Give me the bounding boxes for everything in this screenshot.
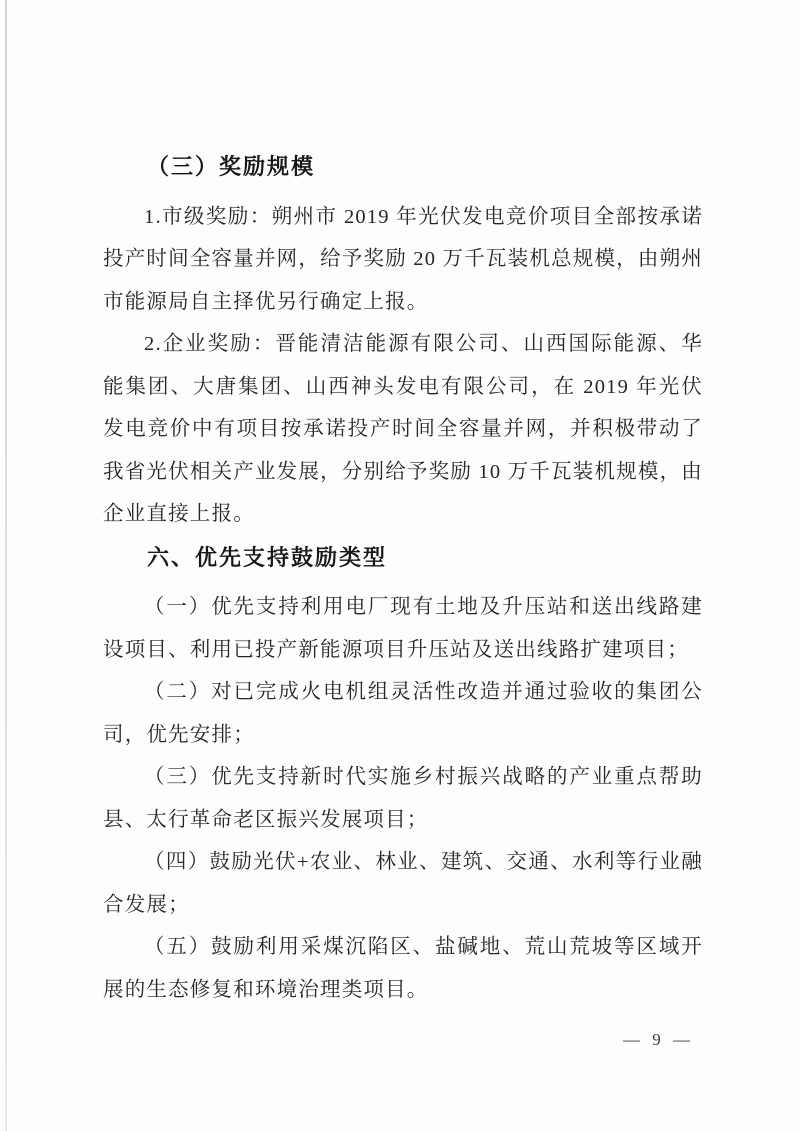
scan-edge-artifact [5, 0, 7, 1131]
paragraph-city-level-reward: 1.市级奖励：朔州市 2019 年光伏发电竞价项目全部按承诺投产时间全容量并网，给予奖励 20 万千瓦装机总规模，由朔州市能源局自主择优另行确定上报。 [103, 205, 703, 313]
page-number: — 9 — [623, 1030, 694, 1049]
heading-priority-support-types: 六、优先支持鼓励类型 [147, 544, 388, 570]
document-body [103, 146, 703, 1011]
heading-reward-scale: （三）奖励规模 [147, 154, 316, 179]
priority-item-5: （五）鼓励利用采煤沉陷区、盐碱地、荒山荒坡等区域开展的生态修复和环境治理类项目。 [103, 936, 703, 1001]
paragraph-enterprise-reward: 2.企业奖励：晋能清洁能源有限公司、山西国际能源、华能集团、大唐集团、山西神头发电有限公司，在 2019 年光伏发电竞价中有项目按承诺投产时间全容量并网，并积极带动了我省光伏相关产业发展，分别给予奖励 10 万千瓦装机规模，由企业直接上报。 [103, 333, 703, 525]
priority-item-2: （二）对已完成火电机组灵活性改造并通过验收的集团公司，优先安排； [103, 681, 703, 746]
priority-item-4: （四）鼓励光伏+农业、林业、建筑、交通、水利等行业融合发展； [103, 851, 703, 916]
priority-item-3: （三）优先支持新时代实施乡村振兴战略的产业重点帮助县、太行革命老区振兴发展项目； [103, 766, 703, 831]
priority-item-1: （一）优先支持利用电厂现有土地及升压站和送出线路建设项目、利用已投产新能源项目升压站及送出线路扩建项目； [103, 596, 703, 661]
